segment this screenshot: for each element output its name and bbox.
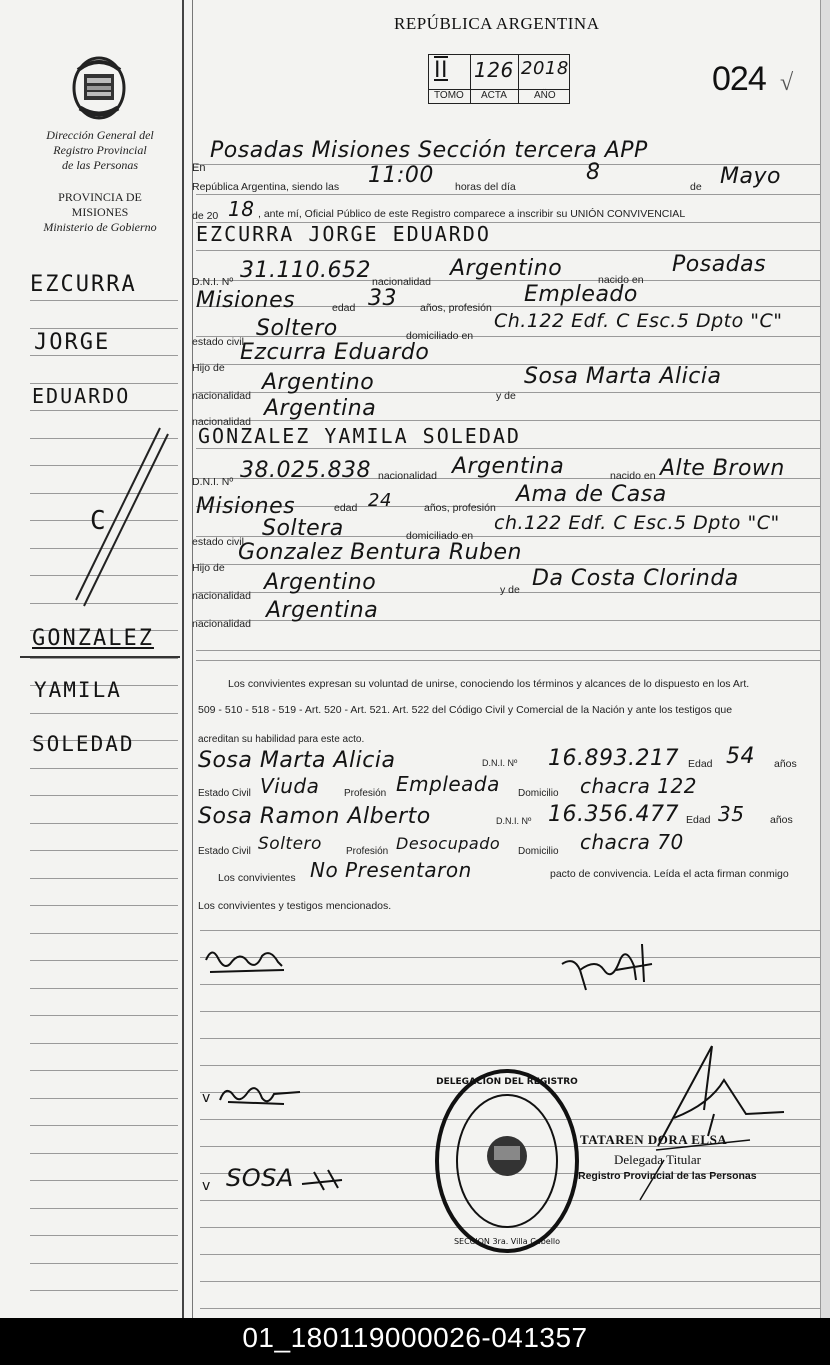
person1-civil-status: Soltero bbox=[256, 316, 338, 341]
sidebar-rule bbox=[30, 795, 178, 796]
page-edge bbox=[820, 0, 830, 1318]
hijo-de-label-2: Hijo de bbox=[192, 562, 225, 574]
edad-label-2: edad bbox=[334, 502, 358, 514]
person2-father-nationality: Argentino bbox=[264, 570, 377, 595]
witness2-mark: v bbox=[202, 1178, 211, 1194]
sidebar-rule bbox=[30, 1235, 178, 1236]
person2-address: ch.122 Edf. C Esc.5 Dpto "C" bbox=[494, 512, 780, 534]
witness2-signature-flourish bbox=[298, 1164, 358, 1199]
person2-full-name: GONZALEZ YAMILA SOLEDAD bbox=[198, 424, 521, 448]
nacionalidad-label-3: nacionalidad bbox=[192, 416, 251, 428]
statement-line-2: 509 - 510 - 518 - 519 - Art. 520 - Art. 521. Art. 522 del Código Civil y Comercial de la Nación y ante los testigos que bbox=[198, 704, 733, 716]
witness1-address: chacra 122 bbox=[580, 774, 697, 798]
sidebar-rule bbox=[30, 905, 178, 906]
sidebar-rule bbox=[30, 1180, 178, 1181]
month-value: Mayo bbox=[720, 164, 781, 189]
person2-mother: Da Costa Clorinda bbox=[532, 566, 739, 591]
sidebar-rule bbox=[30, 410, 178, 411]
person2-dni: 38.025.838 bbox=[240, 458, 371, 483]
sidebar-rule bbox=[30, 1098, 178, 1099]
witness2-age: 35 bbox=[718, 802, 745, 826]
y-de-label-2: y de bbox=[500, 584, 520, 596]
profesion-label: años, profesión bbox=[420, 302, 492, 314]
sidebar-rule bbox=[30, 960, 178, 961]
hijo-de-label: Hijo de bbox=[192, 362, 225, 374]
person2-nationality: Argentina bbox=[452, 454, 565, 479]
province-block bbox=[30, 190, 170, 235]
witness2-anios-label: años bbox=[770, 814, 793, 826]
signature-1 bbox=[200, 940, 300, 985]
province-line2: MISIONES bbox=[71, 205, 129, 219]
republica-label: República Argentina, siendo las bbox=[192, 181, 340, 193]
acta-label: ACTA bbox=[481, 90, 507, 101]
person1-dni: 31.110.652 bbox=[240, 258, 371, 283]
signature-rule bbox=[200, 930, 820, 931]
form-rule bbox=[196, 194, 820, 195]
person2-age: 24 bbox=[368, 490, 392, 511]
signature-2 bbox=[556, 940, 666, 1005]
sidebar-rule bbox=[30, 768, 178, 769]
tomo-label: TOMO bbox=[434, 90, 464, 101]
sidebar-divider bbox=[20, 656, 180, 658]
check-mark: √ bbox=[780, 70, 794, 96]
official-office: Registro Provincial de las Personas bbox=[578, 1170, 757, 1182]
sidebar-separator-letter: C bbox=[90, 506, 108, 536]
person1-nationality: Argentino bbox=[450, 256, 563, 281]
person2-birthplace2: Misiones bbox=[196, 494, 296, 519]
witness1-profession: Empleada bbox=[396, 772, 500, 796]
ante-mi-text: , ante mí, Oficial Público de este Registro comparece a inscribir su UNIÓN CONVIVENCIAL bbox=[258, 208, 686, 220]
person2-birthplace: Alte Brown bbox=[660, 456, 785, 481]
person2-civil-status: Soltera bbox=[262, 516, 344, 541]
statement-line-1: Los convivientes expresan su voluntad de unirse, conociendo los términos y alcances de lo dispuesto en los Art. bbox=[228, 678, 750, 690]
official-title: Delegada Titular bbox=[614, 1152, 702, 1167]
person1-mother-nationality: Argentina bbox=[264, 396, 377, 421]
witness2-dni-label: D.N.I. Nº bbox=[496, 816, 532, 826]
witness2-civil-status: Soltero bbox=[258, 834, 322, 854]
witness1-anios-label: años bbox=[774, 758, 797, 770]
profesion-label-2: años, profesión bbox=[424, 502, 496, 514]
form-rule bbox=[196, 650, 820, 651]
nacionalidad-label-5: nacionalidad bbox=[192, 590, 251, 602]
sidebar-surname-1: EZCURRA bbox=[30, 272, 137, 297]
sidebar-rule bbox=[30, 1153, 178, 1154]
person2-father: Gonzalez Bentura Ruben bbox=[238, 540, 523, 565]
y-de-label: y de bbox=[496, 390, 516, 402]
convivientes-label: Los convivientes bbox=[218, 872, 296, 884]
estado-civil-label: estado civil bbox=[192, 336, 244, 348]
sidebar-slash-mark bbox=[70, 420, 170, 615]
sidebar-rule bbox=[30, 300, 178, 301]
witness2-profesion-label: Profesión bbox=[346, 846, 389, 857]
witness2-signature-text: SOSA bbox=[226, 1164, 294, 1192]
institution-line1: Dirección General del bbox=[46, 128, 154, 142]
witness1-domicilio-label: Domicilio bbox=[518, 788, 559, 799]
witness1-signature bbox=[214, 1078, 314, 1117]
institution-line2: Registro Provincial bbox=[53, 143, 147, 157]
person1-address: Ch.122 Edf. C Esc.5 Dpto "C" bbox=[494, 310, 783, 332]
sidebar-rule bbox=[30, 988, 178, 989]
estado-civil-label-2: estado civil bbox=[192, 536, 244, 548]
person2-mother-nationality: Argentina bbox=[266, 598, 379, 623]
person1-birthplace: Posadas bbox=[672, 252, 767, 277]
dni-label-2: D.N.I. Nº bbox=[192, 476, 234, 488]
witness2-domicilio-label: Domicilio bbox=[518, 846, 559, 857]
dni-label: D.N.I. Nº bbox=[192, 276, 234, 288]
nacido-label-2: nacido en bbox=[610, 470, 656, 482]
person1-profession: Empleado bbox=[524, 282, 638, 307]
signature-rule bbox=[200, 1011, 820, 1012]
nacido-label: nacido en bbox=[598, 274, 644, 286]
country-heading: REPÚBLICA ARGENTINA bbox=[394, 14, 600, 33]
day-value: 8 bbox=[586, 160, 601, 185]
tomo-value: II bbox=[434, 58, 448, 83]
de20-label: de 20 bbox=[192, 210, 219, 222]
witness1-mark: v bbox=[202, 1090, 211, 1106]
closing-text: Los convivientes y testigos mencionados. bbox=[198, 900, 392, 912]
acta-value: 126 bbox=[474, 58, 514, 82]
nacionalidad-label-4: nacionalidad bbox=[378, 470, 437, 482]
witness1-estado-civil-label: Estado Civil bbox=[198, 788, 251, 799]
form-rule bbox=[196, 660, 820, 661]
sidebar-rule bbox=[30, 1125, 178, 1126]
nacionalidad-label: nacionalidad bbox=[372, 276, 431, 288]
sidebar-firstname-2: YAMILA bbox=[34, 678, 122, 702]
coat-of-arms-logo bbox=[70, 52, 128, 122]
signature-rule bbox=[200, 1038, 820, 1039]
sidebar-rule bbox=[30, 1208, 178, 1209]
sidebar-rule bbox=[30, 328, 178, 329]
sidebar-rule bbox=[30, 1015, 178, 1016]
institution-block bbox=[30, 128, 170, 173]
person1-father: Ezcurra Eduardo bbox=[240, 340, 430, 365]
witness1-age: 54 bbox=[726, 744, 755, 769]
tomo-acta-ano-box bbox=[428, 54, 568, 104]
official-seal bbox=[432, 1066, 582, 1261]
margin-line bbox=[182, 0, 184, 1318]
nacionalidad-label-6: nacionalidad bbox=[192, 618, 251, 630]
sidebar-rule bbox=[30, 823, 178, 824]
page-number: 024 bbox=[712, 60, 766, 98]
sidebar-rule bbox=[30, 933, 178, 934]
witness1-civil-status: Viuda bbox=[260, 774, 320, 798]
witness2-dni: 16.356.477 bbox=[548, 802, 679, 827]
witness2-edad-label: Edad bbox=[686, 814, 711, 826]
pact-value: No Presentaron bbox=[310, 858, 472, 882]
person1-birthplace2: Misiones bbox=[196, 288, 296, 313]
sidebar-rule bbox=[30, 1070, 178, 1071]
signature-rule bbox=[200, 1281, 820, 1282]
witness2-profession: Desocupado bbox=[396, 834, 501, 853]
anio-value: 2018 bbox=[521, 58, 569, 79]
person2-profession: Ama de Casa bbox=[516, 482, 667, 507]
sidebar-rule bbox=[30, 878, 178, 879]
domiciliado-label: domiciliado en bbox=[406, 330, 474, 342]
nacionalidad-label-2: nacionalidad bbox=[192, 390, 251, 402]
scan-id-footer: 01_180119000026-041357 bbox=[0, 1318, 830, 1365]
domiciliado-label-2: domiciliado en bbox=[406, 530, 474, 542]
province-line1: PROVINCIA DE bbox=[58, 190, 142, 204]
witness1-profesion-label: Profesión bbox=[344, 788, 387, 799]
sidebar-rule bbox=[30, 850, 178, 851]
witness2-estado-civil-label: Estado Civil bbox=[198, 846, 251, 857]
edad-label: edad bbox=[332, 302, 356, 314]
witness1-name: Sosa Marta Alicia bbox=[198, 748, 396, 773]
sidebar-secondname-2: SOLEDAD bbox=[32, 732, 135, 756]
sidebar-rule bbox=[30, 1263, 178, 1264]
witness2-address: chacra 70 bbox=[580, 830, 684, 854]
margin-line-inner bbox=[192, 0, 193, 1318]
signature-rule bbox=[200, 1308, 820, 1309]
sidebar-rule bbox=[30, 713, 178, 714]
sidebar-rule bbox=[30, 355, 178, 356]
sidebar-rule bbox=[30, 1043, 178, 1044]
anio-label: AÑO bbox=[534, 90, 556, 101]
place-value: Posadas Misiones Sección tercera APP bbox=[210, 138, 648, 163]
ministry-line: Ministerio de Gobierno bbox=[43, 220, 157, 234]
horas-label: horas del día bbox=[455, 181, 516, 193]
svg-text:SECCION 3ra. Villa Cabello: SECCION 3ra. Villa Cabello bbox=[453, 1237, 561, 1246]
witness1-dni: 16.893.217 bbox=[548, 746, 679, 771]
person1-full-name: EZCURRA JORGE EDUARDO bbox=[196, 222, 491, 246]
year-suffix-value: 18 bbox=[228, 197, 255, 221]
hour-value: 11:00 bbox=[368, 163, 434, 188]
pact-text: pacto de convivencia. Leída el acta firman conmigo bbox=[550, 868, 789, 880]
form-rule bbox=[196, 250, 820, 251]
form-rule bbox=[196, 448, 820, 449]
person1-mother: Sosa Marta Alicia bbox=[524, 364, 722, 389]
witness2-name: Sosa Ramon Alberto bbox=[198, 804, 431, 829]
official-name: TATAREN DORA ELSA bbox=[580, 1132, 728, 1147]
svg-text:DELEGACION DEL REGISTRO: DELEGACION DEL REGISTRO bbox=[436, 1077, 578, 1087]
institution-line3: de las Personas bbox=[62, 158, 138, 172]
sidebar-firstname-1: JORGE bbox=[34, 330, 111, 355]
sidebar-rule bbox=[30, 1290, 178, 1291]
person1-father-nationality: Argentino bbox=[262, 370, 375, 395]
witness1-dni-label: D.N.I. Nº bbox=[482, 758, 518, 768]
sidebar-secondname-1: EDUARDO bbox=[32, 384, 131, 408]
witness1-edad-label: Edad bbox=[688, 758, 713, 770]
de-label: de bbox=[690, 181, 702, 193]
person1-age: 33 bbox=[368, 286, 397, 311]
sidebar-surname-2: GONZALEZ bbox=[32, 626, 154, 651]
statement-line-3: acreditan su habilidad para este acto. bbox=[198, 734, 365, 745]
en-label: En bbox=[192, 162, 206, 174]
